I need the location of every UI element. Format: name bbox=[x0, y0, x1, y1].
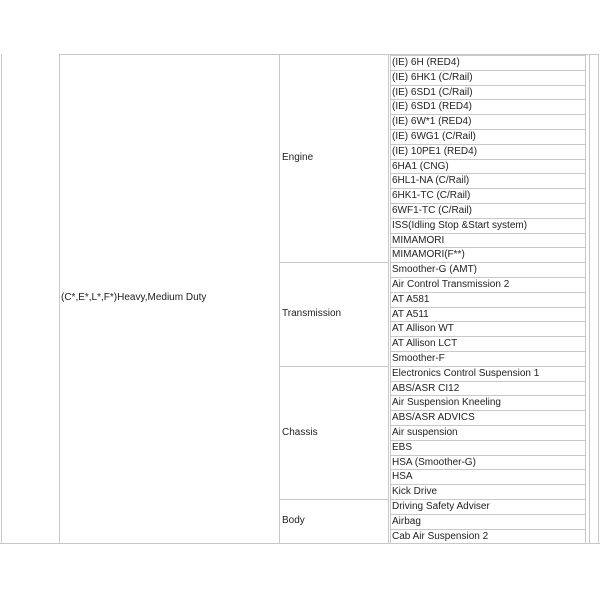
category-label-chassis: Chassis bbox=[282, 427, 318, 438]
empty-cell bbox=[589, 262, 599, 277]
table-divider-col1 bbox=[59, 54, 60, 544]
item-cell: 6HK1-TC (C/Rail) bbox=[390, 188, 586, 203]
item-cell: Kick Drive bbox=[390, 484, 586, 499]
empty-cell bbox=[589, 144, 599, 159]
item-cell: MIMAMORI(F**) bbox=[390, 247, 586, 262]
item-cell: (IE) 6SD1 (C/Rail) bbox=[390, 85, 586, 100]
item-cell: 6WF1-TC (C/Rail) bbox=[390, 203, 586, 218]
item-cell: AT Allison WT bbox=[390, 321, 586, 336]
empty-cell bbox=[589, 129, 599, 144]
item-cell: Smoother-F bbox=[390, 351, 586, 366]
empty-cell bbox=[589, 188, 599, 203]
item-cell: EBS bbox=[390, 440, 586, 455]
item-cell: ABS/ASR CI12 bbox=[390, 381, 586, 396]
table-divider-col2 bbox=[279, 54, 280, 544]
empty-cell bbox=[589, 410, 599, 425]
empty-cell bbox=[589, 440, 599, 455]
item-cell: (IE) 6WG1 (C/Rail) bbox=[390, 129, 586, 144]
empty-cell bbox=[589, 455, 599, 470]
category-separator bbox=[279, 499, 389, 500]
empty-cell bbox=[589, 514, 599, 529]
item-cell: 6HL1-NA (C/Rail) bbox=[390, 173, 586, 188]
table-divider-col3 bbox=[388, 54, 389, 544]
empty-cell bbox=[589, 218, 599, 233]
item-cell: (IE) 6H (RED4) bbox=[390, 55, 586, 70]
empty-cell bbox=[589, 307, 599, 322]
empty-cell bbox=[589, 321, 599, 336]
empty-cell bbox=[589, 366, 599, 381]
empty-cell bbox=[589, 529, 599, 544]
category-separator bbox=[279, 366, 389, 367]
empty-cell bbox=[589, 277, 599, 292]
empty-cell bbox=[589, 469, 599, 484]
empty-cell bbox=[589, 233, 599, 248]
category-label-body: Body bbox=[282, 515, 305, 526]
empty-cell bbox=[589, 203, 599, 218]
empty-cell bbox=[589, 499, 599, 514]
category-label-engine: Engine bbox=[282, 152, 314, 163]
item-cell: HSA (Smoother-G) bbox=[390, 455, 586, 470]
empty-cell bbox=[589, 173, 599, 188]
item-cell: AT Allison LCT bbox=[390, 336, 586, 351]
item-cell: Air suspension bbox=[390, 425, 586, 440]
item-cell: (IE) 6HK1 (C/Rail) bbox=[390, 70, 586, 85]
empty-cell bbox=[589, 395, 599, 410]
item-cell: HSA bbox=[390, 469, 586, 484]
item-cell: ISS(Idling Stop &Start system) bbox=[390, 218, 586, 233]
item-cell: AT A581 bbox=[390, 292, 586, 307]
item-cell: Electronics Control Suspension 1 bbox=[390, 366, 586, 381]
category-separator bbox=[279, 262, 389, 263]
item-cell: AT A511 bbox=[390, 307, 586, 322]
empty-cell bbox=[589, 336, 599, 351]
item-cell: Driving Safety Adviser bbox=[390, 499, 586, 514]
item-cell: Airbag bbox=[390, 514, 586, 529]
item-cell: ABS/ASR ADVICS bbox=[390, 410, 586, 425]
empty-cell bbox=[589, 425, 599, 440]
item-cell: (IE) 10PE1 (RED4) bbox=[390, 144, 586, 159]
item-cell: Air Control Transmission 2 bbox=[390, 277, 586, 292]
empty-cell bbox=[589, 381, 599, 396]
empty-cell bbox=[589, 292, 599, 307]
item-cell: (IE) 6SD1 (RED4) bbox=[390, 99, 586, 114]
table-left-border bbox=[1, 54, 2, 544]
empty-cell bbox=[589, 114, 599, 129]
item-cell: Smoother-G (AMT) bbox=[390, 262, 586, 277]
empty-cell bbox=[589, 484, 599, 499]
empty-cell bbox=[589, 159, 599, 174]
item-cell: Air Suspension Kneeling bbox=[390, 395, 586, 410]
group-label: (C*,E*,L*,F*)Heavy,Medium Duty bbox=[61, 292, 207, 303]
empty-cell bbox=[589, 351, 599, 366]
empty-cell bbox=[589, 247, 599, 262]
empty-cell bbox=[589, 55, 599, 70]
item-cell: MIMAMORI bbox=[390, 233, 586, 248]
empty-cell bbox=[589, 70, 599, 85]
category-label-transmission: Transmission bbox=[282, 308, 342, 319]
item-cell: 6HA1 (CNG) bbox=[390, 159, 586, 174]
item-cell: Cab Air Suspension 2 bbox=[390, 529, 586, 544]
item-cell: (IE) 6W*1 (RED4) bbox=[390, 114, 586, 129]
empty-cell bbox=[589, 85, 599, 100]
empty-cell bbox=[589, 99, 599, 114]
